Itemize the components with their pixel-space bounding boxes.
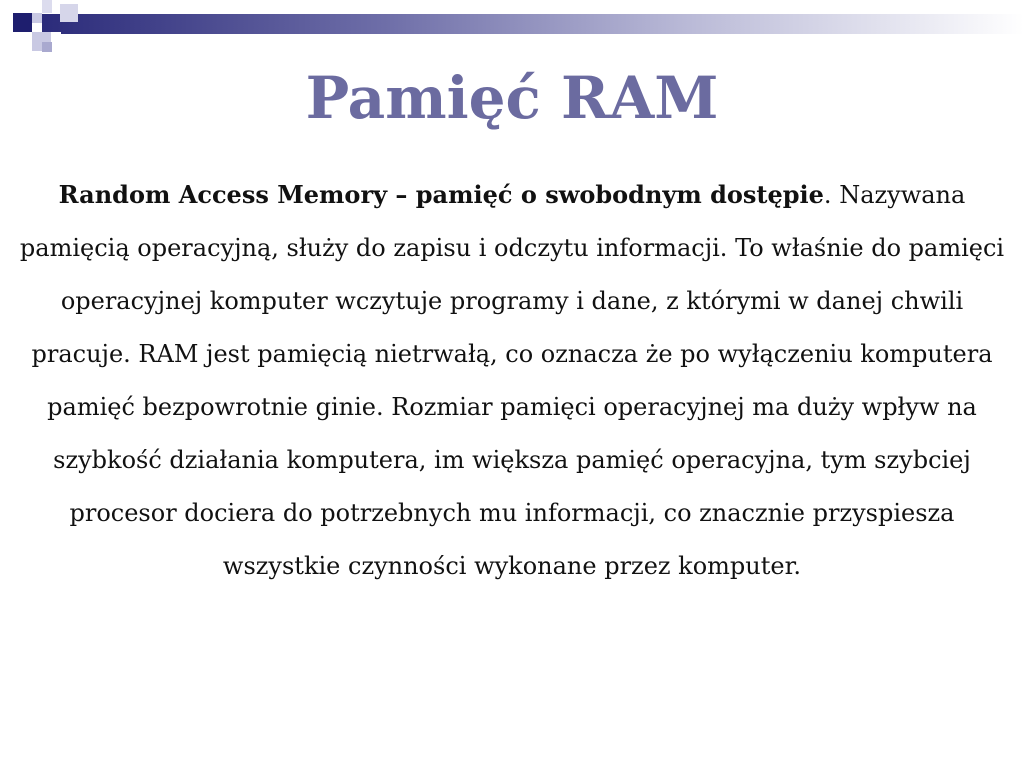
decor-square	[42, 42, 52, 52]
decor-square	[13, 32, 32, 42]
body-paragraph: Nazywana pamięcią operacyjną, służy do zapisu i odczytu informacji. To właśnie do pamięci operacyjnej komputer wczytuje programy i dane, z którymi w danej chwili pracuje. RAM jest pamięcią nietrwałą, co oznacza że po wyłączeniu komputera pamięć bezpowrotnie ginie. Rozmiar pamięci operacyjnej ma duży wpływ na szybkość działania komputera, im większa pamięć operacyjna, tym szybciej procesor dociera do potrzebnych mu informacji, co znacznie przyspiesza wszystkie czynności wykonane przez komputer.	[19, 181, 1005, 580]
header-gradient-bar	[40, 14, 1024, 34]
lead-definition: Random Access Memory – pamięć o swobodnym dostępie	[58, 180, 824, 209]
slide-title: Pamięć RAM	[305, 64, 719, 132]
decor-square	[42, 0, 52, 13]
decor-square	[51, 32, 61, 42]
decor-square	[13, 13, 32, 32]
slide-body	[10, 168, 1014, 593]
decor-square	[32, 13, 42, 23]
lead-period: .	[823, 181, 832, 209]
decor-square	[60, 4, 78, 22]
